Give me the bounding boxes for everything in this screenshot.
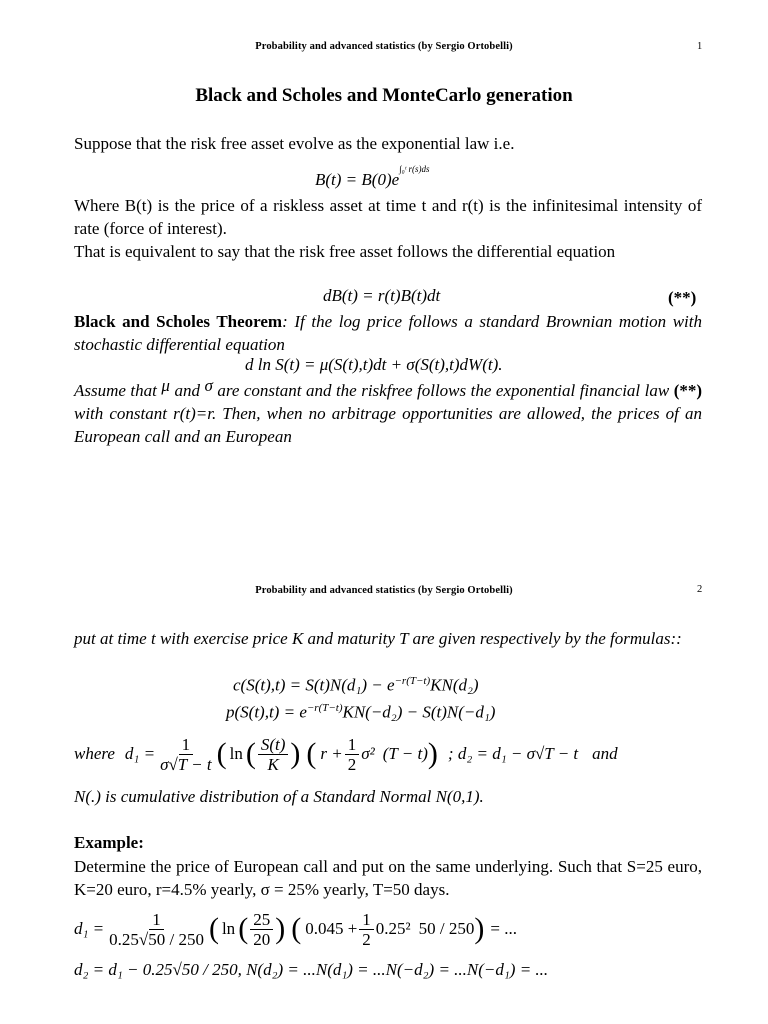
document-title: Black and Scholes and MonteCarlo generation	[195, 85, 573, 106]
equation-call	[233, 675, 479, 696]
intro-paragraph: Suppose that the risk free asset evolve as the exponential law i.e.	[74, 134, 515, 153]
example-heading: Example:	[74, 833, 144, 852]
assumption-tag: (**)	[673, 381, 703, 400]
example-d1	[74, 903, 517, 955]
example-paragraph: Determine the price of European call and put on the same underlying. Such that S=25 euro, K=20 euro, r=4.5% yearly, σ = 25% yearly, T=50 days.	[74, 857, 702, 899]
example-d1-label: d₁ =	[74, 919, 105, 938]
example-eq-tail: = ...	[490, 919, 517, 938]
example-ln: ln	[221, 919, 236, 938]
equation-exponential-power: ∫₀ᵗ r(s)ds	[399, 164, 430, 175]
put-call-intro: put at time t with exercise price K and maturity T are given respectively by the formulas::	[74, 629, 682, 648]
d1-fraction	[157, 735, 215, 774]
equation-call-main: c(S(t),t) = S(t)N(d₁) − e	[233, 675, 395, 695]
assumption-end: with constant r(t)=r. Then, when no arbitrage opportunities are allowed, the prices of an European call and an European	[74, 404, 702, 446]
page-header: Probability and advanced statistics (by Sergio Ortobelli)	[255, 41, 513, 52]
equation-exponential-base: B(t) = B(0)e	[315, 170, 400, 189]
equation-d1	[74, 728, 618, 780]
mu-symbol: μ	[161, 376, 170, 395]
example-half-denominator: 2	[362, 929, 371, 949]
assumption-and: and	[174, 381, 200, 400]
d1-time: (T − t)	[382, 744, 428, 763]
example-sigma-squared: 0.25²	[375, 919, 411, 938]
d1-r: r +	[320, 744, 343, 763]
d1-ln: ln	[229, 744, 243, 763]
example-time: 50 / 250	[418, 919, 475, 938]
example-half-fraction	[359, 910, 374, 949]
assumption-paragraph	[74, 376, 703, 448]
equation-call-tail: KN(d₂)	[430, 675, 479, 695]
d1-label: d₁ =	[124, 744, 156, 763]
d1-half-fraction	[345, 735, 360, 774]
equation-put-tail: KN(−d₂) − S(t)N(−d₁)	[342, 702, 496, 722]
example-fraction	[106, 910, 207, 949]
d1-numerator: 1	[179, 735, 194, 755]
example-numerator: 1	[149, 910, 164, 930]
d1-sigma-squared: σ²	[361, 744, 375, 763]
assumption-mid: are constant and the riskfree follows the exponential financial law	[217, 381, 670, 400]
d1-close-paren-rate: )	[427, 737, 438, 770]
d1-denominator: σ√T − t	[160, 754, 212, 774]
d1-open-paren-inner: (	[245, 737, 256, 770]
equation-differential: dB(t) = r(t)B(t)dt	[323, 286, 441, 305]
equation-exponential	[315, 164, 430, 190]
equation-put-main: p(S(t),t) = e	[226, 702, 307, 722]
normal-cdf-note: N(.) is cumulative distribution of a Standard Normal N(0,1).	[74, 787, 484, 806]
equivalence-paragraph: That is equivalent to say that the risk free asset follows the differential equation	[74, 242, 616, 261]
page-header-2: Probability and advanced statistics (by Sergio Ortobelli)	[255, 585, 513, 596]
assumption-start: Assume that	[74, 381, 157, 400]
equation-sde: d ln S(t) = μ(S(t),t)dt + σ(S(t),t)dW(t).	[245, 355, 503, 374]
example-close-paren-inner: )	[275, 912, 286, 945]
theorem-label: Black and Scholes Theorem	[74, 312, 283, 331]
equation-call-power: −r(T−t)	[394, 675, 431, 687]
equation-put-power: −r(T−t)	[306, 702, 343, 714]
d1-inner-numerator: S(t)	[258, 735, 289, 755]
d1-close-paren-inner: )	[290, 737, 301, 770]
d1-half-numerator: 1	[345, 735, 360, 755]
d1-inner-fraction	[258, 735, 289, 774]
example-close-paren-rate: )	[474, 912, 485, 945]
example-open-paren-rate: (	[291, 912, 302, 945]
example-open-paren: (	[208, 912, 219, 945]
example-rate: 0.045 +	[305, 919, 358, 938]
example-inner-fraction	[250, 910, 273, 949]
and-label: and	[592, 744, 618, 763]
page-number-2: 2	[697, 584, 703, 595]
d1-half-denominator: 2	[347, 754, 357, 774]
theorem-paragraph	[74, 310, 702, 356]
where-label: where	[74, 744, 115, 763]
example-half-numerator: 1	[359, 910, 374, 930]
theorem-text: : If the log price follows a standard Brownian motion with stochastic differential equation	[74, 312, 702, 354]
equation-put	[226, 702, 495, 723]
example-d2-line: d₂ = d₁ − 0.25√50 / 250, N(d₂) = ...N(d₁) = ...N(−d₂) = ...N(−d₁) = ...	[74, 960, 549, 979]
sigma-symbol: σ	[204, 376, 213, 395]
equation-tag: (**)	[668, 288, 697, 307]
d2-definition: ; d₂ = d₁ − σ√T − t	[447, 744, 579, 763]
example-inner-numerator: 25	[250, 910, 273, 930]
example-inner-denominator: 20	[253, 929, 271, 949]
d1-open-paren-rate: (	[306, 737, 317, 770]
riskless-definition: Where B(t) is the price of a riskless asset at time t and r(t) is the infinitesimal intensity of rate (force of interest).	[74, 196, 702, 238]
example-denominator: 0.25√50 / 250	[109, 929, 204, 949]
d1-inner-denominator: K	[267, 754, 279, 774]
d1-open-paren: (	[216, 737, 227, 770]
page-number: 1	[697, 41, 703, 52]
example-open-paren-inner: (	[238, 912, 249, 945]
